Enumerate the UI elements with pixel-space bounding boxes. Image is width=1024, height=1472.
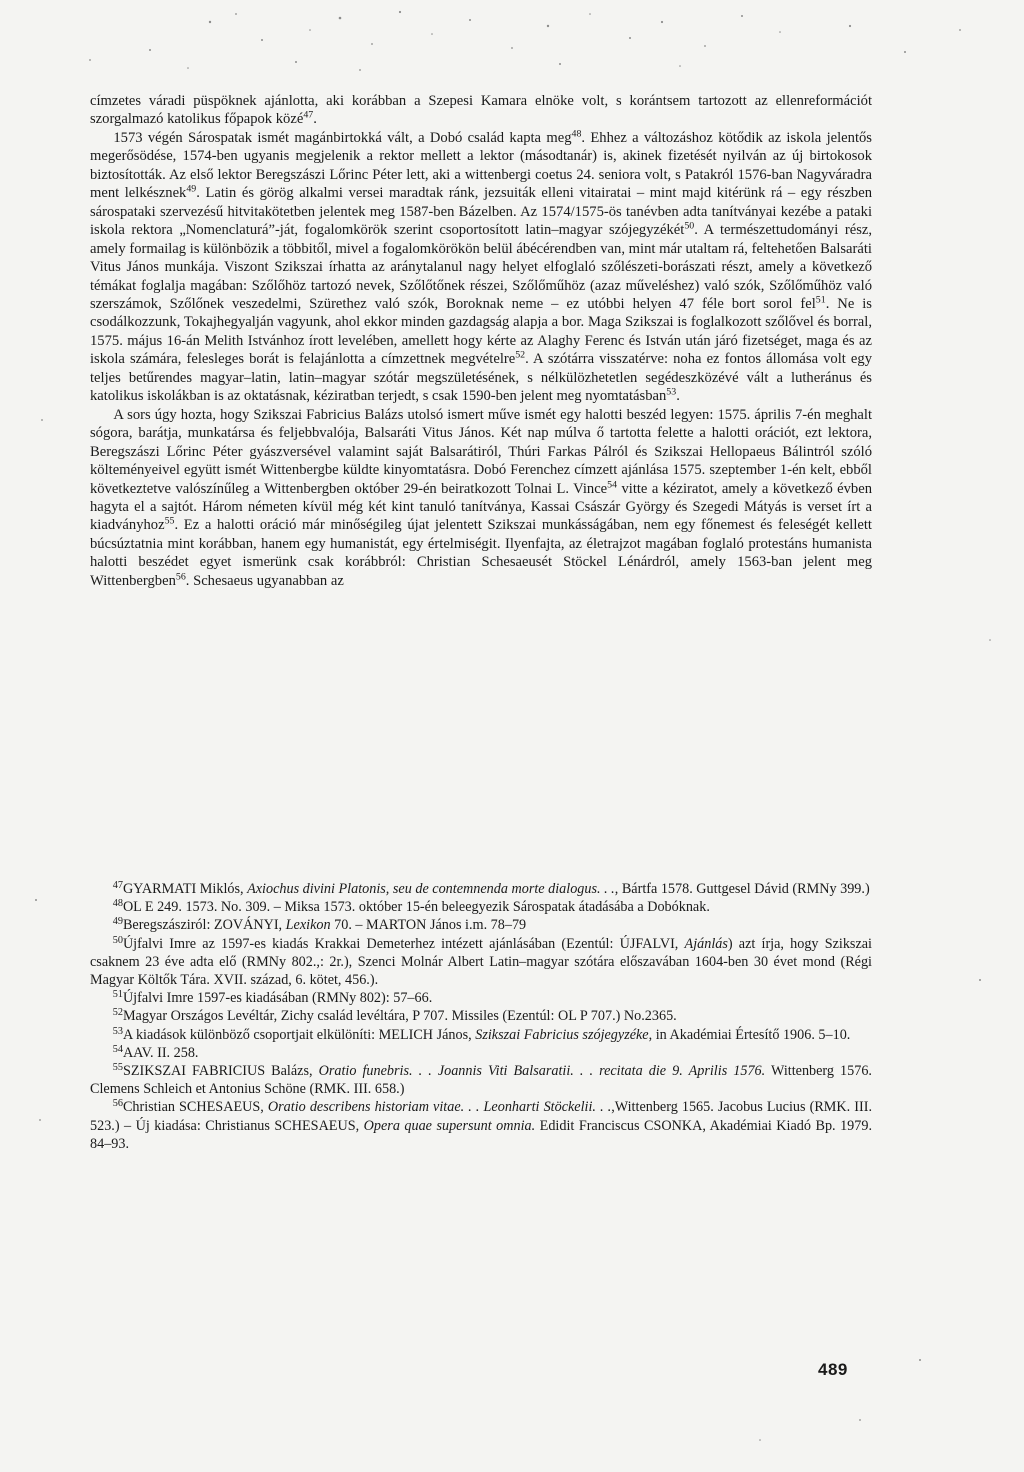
footnote-text: Újfalvi Imre 1597-es kiadásában (RMNy 802): 57–66. bbox=[122, 990, 433, 1007]
footnote-55 bbox=[90, 1062, 872, 1098]
footnote-number: 50 bbox=[112, 934, 123, 946]
footnote-text: Beregszásziról: ZOVÁNYI, bbox=[122, 917, 286, 934]
footnote-title-italic: Ajánlás bbox=[684, 935, 728, 952]
paragraph-3-text-d: . Schesaeus ugyanabban az bbox=[185, 572, 344, 589]
paragraph-2-text-b: . Ehhez a változáshoz kötődik az iskola jelentős megerősödése, 1574-ben ugyanis megjelenik a rektor mellett a lektor (másodtanár) is, akinek fizetését nyilván az új birtokosok biztosították. Az első lektor Beregszászi Lőrinc Péter lett, aki a wittenbergi coetus 24. seniora volt, s Patakról 1576-ban Nagyváradra ment lelkésznek bbox=[90, 129, 872, 202]
footnote-number: 53 bbox=[112, 1025, 123, 1037]
footnote-ref-52[interactable]: 52 bbox=[515, 349, 526, 361]
footnote-number: 55 bbox=[112, 1061, 123, 1073]
footnote-text: GYARMATI Miklós, bbox=[122, 881, 248, 897]
footnote-ref-47[interactable]: 47 bbox=[303, 110, 314, 121]
footnote-text: Wittenberg 1576. Clemens Schleich et Antonius Schöne (RMK. III. 658.) bbox=[90, 1063, 872, 1098]
footnote-title-italic: Szikszai Fabricius szójegyzéke bbox=[475, 1026, 649, 1043]
footnote-ref-53[interactable]: 53 bbox=[666, 386, 677, 398]
footnote-text: Christian SCHESAEUS, bbox=[122, 1099, 268, 1116]
footnote-ref-50[interactable]: 50 bbox=[684, 220, 695, 232]
paragraph-2-text-f: . A szótárra visszatérve: noha ez fontos állomása volt egy teljes betűrendes magyar–latin, latin–magyar szótár megszületésének, s nélkülözhetetlen segédeszközévé vált a lutheránus és katolikus iskolákban is az oktatásnak, kéziratban terjedt, s csak 1590-ben jelent meg nyomtatásban bbox=[90, 351, 872, 405]
footnote-52 bbox=[90, 1007, 872, 1025]
footnote-53 bbox=[90, 1026, 872, 1044]
footnotes-section bbox=[90, 880, 872, 1153]
footnote-text: ) azt írja, hogy Szikszai csaknem 23 éve adta elő (RMNy 802.,: 2r.), Szenci Molnár Albert Latin–magyar szótára előszavában 1604-ben 30 évet mond (Régi Magyar Költők Tára. XVII. század, 6. kötet, 456.). bbox=[90, 935, 872, 989]
footnote-text: AAV. II. 258. bbox=[122, 1044, 199, 1061]
paragraph-2-text-d: . A természettudományi rész, amely formailag is különbözik a többitől, mivel a fogalomkörökön belül ábécérendben van, mint már utaltam rá, feltehetően Balsaráti Vitus János munkája. Viszont Szikszai írhatta az aránytalanul nagy helyet elfoglaló szőlészeti-borászati részt, amely a következő témákat foglalja magában: Szőlőhöz tartozó nevek, Szőlőtőnek részei, Szőlőműhöz (azaz műveléshez) való szók, Szőlőműhöz való szerszámok, Szőlőnek veszedelmi, Szürethez való szók, Boroknak neme – ez utóbbi helyen 47 féle bort sorol fel bbox=[90, 222, 872, 312]
footnote-title-italic: Lexikon bbox=[285, 917, 331, 934]
paragraph-3-text-b: vitte a kéziratot, amely a következő évben hagyta el a sajtót. Három németen kívül még két kint tanuló tanítványa, Kassai Császár György és Szegedi Mátyás is verset írt a kiadványhoz bbox=[90, 480, 872, 534]
paragraph-1-text: címzetes váradi püspöknek ajánlotta, aki korábban a Szepesi Kamara elnöke volt, s korántsem tartozott az ellenreformációt szorgalmazó katolikus főpapok közé bbox=[90, 93, 872, 128]
paragraph-2-text-g: . bbox=[676, 388, 680, 405]
footnote-title-italic: Oratio funebris. . . Joannis Viti Balsaratii. . . recitata die 9. Aprilis 1576. bbox=[318, 1063, 766, 1080]
footnote-number: 56 bbox=[112, 1098, 123, 1110]
footnote-text: , in Akadémiai Értesítő 1906. 5–10. bbox=[648, 1026, 851, 1043]
footnote-text: ,Wittenberg 1565. Jacobus Lucius (RMK. III. 523.) – Új kiadása: Christianus SCHESAEUS, bbox=[90, 1099, 872, 1134]
paragraph-2-text-a: 1573 végén Sárospatak ismét magánbirtokká vált, a Dobó család kapta meg bbox=[113, 129, 572, 146]
footnote-49 bbox=[90, 916, 872, 934]
footnote-ref-51[interactable]: 51 bbox=[815, 294, 826, 306]
footnote-number: 51 bbox=[112, 989, 123, 1001]
footnote-ref-49[interactable]: 49 bbox=[186, 183, 197, 195]
footnote-text: SZIKSZAI FABRICIUS Balázs, bbox=[122, 1063, 319, 1080]
footnote-51 bbox=[90, 989, 872, 1007]
footnote-text: OL E 249. 1573. No. 309. – Miksa 1573. október 15-én beleegyezik Sárospatak átadásába a Dobóknak. bbox=[122, 899, 710, 916]
footnote-number: 52 bbox=[112, 1007, 123, 1019]
paragraph-2-text-c: . Latin és görög alkalmi versei maradtak ránk, jezsuiták elleni vitairatai – mint majd kitérünk rá – egy részben sárospataki szervezésű hitvitakötetben jelentek meg 1587-ben Bázelben. Az 1574/1575-ös tanévben adta tanítványai kezébe a pataki iskola rektora „Nomenclaturá”-ját, fogalomkörök szerint csoportosított latin–magyar szójegyzékét bbox=[90, 185, 872, 239]
footnote-number: 48 bbox=[112, 898, 123, 910]
footnote-number: 49 bbox=[112, 916, 123, 928]
page-number: 489 bbox=[818, 1360, 848, 1379]
footnote-50 bbox=[90, 935, 872, 990]
paragraph-2-text-e: . Ne is csodálkozzunk, Tokajhegyalján vagyunk, ahol ekkor minden gazdagság alapja a bor. Maga Szikszai is foglalkozott szőlővel és borral, 1575. május 16-án Melith Istvánhoz írott levelében, amellett hogy kérte az Alaghy Ferenc és István után járó fizetséget, maga és az iskola számára, felesleges borát is felajánlotta a címzettnek megvételre bbox=[90, 295, 872, 368]
footnote-ref-56[interactable]: 56 bbox=[175, 571, 186, 583]
footnote-title-italic: Axiochus divini Platonis, seu de contemnenda morte dialogus. . . bbox=[247, 881, 615, 897]
footnote-text: Magyar Országos Levéltár, Zichy család levéltára, P 707. Missiles (Ezentúl: OL P 707.) No.2365. bbox=[122, 1008, 677, 1025]
footnote-54 bbox=[90, 1044, 872, 1062]
paragraph-3-text-c: . Ez a halotti oráció már minőségileg újat jelentett Szikszai munkásságában, nem egy főnemest és feleségét kellett búcsúztatnia mint korábban, hanem egy humanistát, egy értelmiségit. Ilyenfajta, az életrajzot magában foglaló protestáns humanista halotti beszédet egyet ismerünk csak korábbról: Christian Schesaeusét Stöckel Lénárdról, amely 1563-ban jelent meg Wittenbergben bbox=[90, 517, 872, 589]
footnote-text: A kiadások különböző csoportjait elkülöníti: MELICH János, bbox=[122, 1026, 476, 1043]
footnote-text: Újfalvi Imre az 1597-es kiadás Krakkai Demeterhez intézett ajánlásában (Ezentúl: ÚJFALVI, bbox=[122, 935, 685, 952]
footnote-number: 47 bbox=[112, 879, 123, 891]
footnote-title-italic: Oratio describens historiam vitae. . . Leonharti Stöckelii. . . bbox=[267, 1099, 612, 1116]
footnote-text: 70. – MARTON János i.m. 78–79 bbox=[330, 917, 527, 934]
paragraph-2 bbox=[90, 129, 872, 406]
footnote-ref-55[interactable]: 55 bbox=[164, 515, 175, 527]
footnote-56 bbox=[90, 1098, 872, 1153]
paragraph-3 bbox=[90, 406, 872, 591]
footnote-ref-54[interactable]: 54 bbox=[607, 479, 618, 491]
footnote-text: , Bártfa 1578. Guttgesel Dávid (RMNy 399.) bbox=[614, 881, 870, 897]
footnote-48 bbox=[90, 898, 872, 916]
footnote-text: Edidit Franciscus CSONKA, Akadémiai Kiadó Bp. 1979. 84–93. bbox=[90, 1117, 872, 1152]
footnote-47 bbox=[90, 880, 872, 898]
paragraph-3-text-a: A sors úgy hozta, hogy Szikszai Fabricius Balázs utolsó ismert műve ismét egy halotti beszéd legyen: 1575. április 7-én meghalt sógora, barátja, munkatársa és feljebbvalója, Balsaráti Vitus János. Két nap múlva ő tartotta felette a halotti orációt, ezt lektora, Beregszászi Lőrinc Péter gyászversével valamint saját Balsarátiról, Thúri Farkas Pálról és Szikszai Hellopaeus Bálintról szóló költeményeivel együtt ismét Wittenbergbe küldte kinyomtatásra. Dobó Ferenchez címzett ajánlása 1575. szeptember 1-én kelt, ebből következtetve valószínűleg a Wittenbergben október 29-én beiratkozott Tolnai L. Vince bbox=[90, 406, 872, 497]
main-text bbox=[90, 92, 872, 590]
footnote-title-italic: Opera quae supersunt omnia. bbox=[363, 1117, 536, 1134]
paragraph-1-end: . bbox=[313, 111, 317, 128]
footnote-number: 54 bbox=[112, 1043, 123, 1055]
paragraph-1 bbox=[90, 92, 872, 129]
footnote-ref-48[interactable]: 48 bbox=[571, 128, 582, 140]
